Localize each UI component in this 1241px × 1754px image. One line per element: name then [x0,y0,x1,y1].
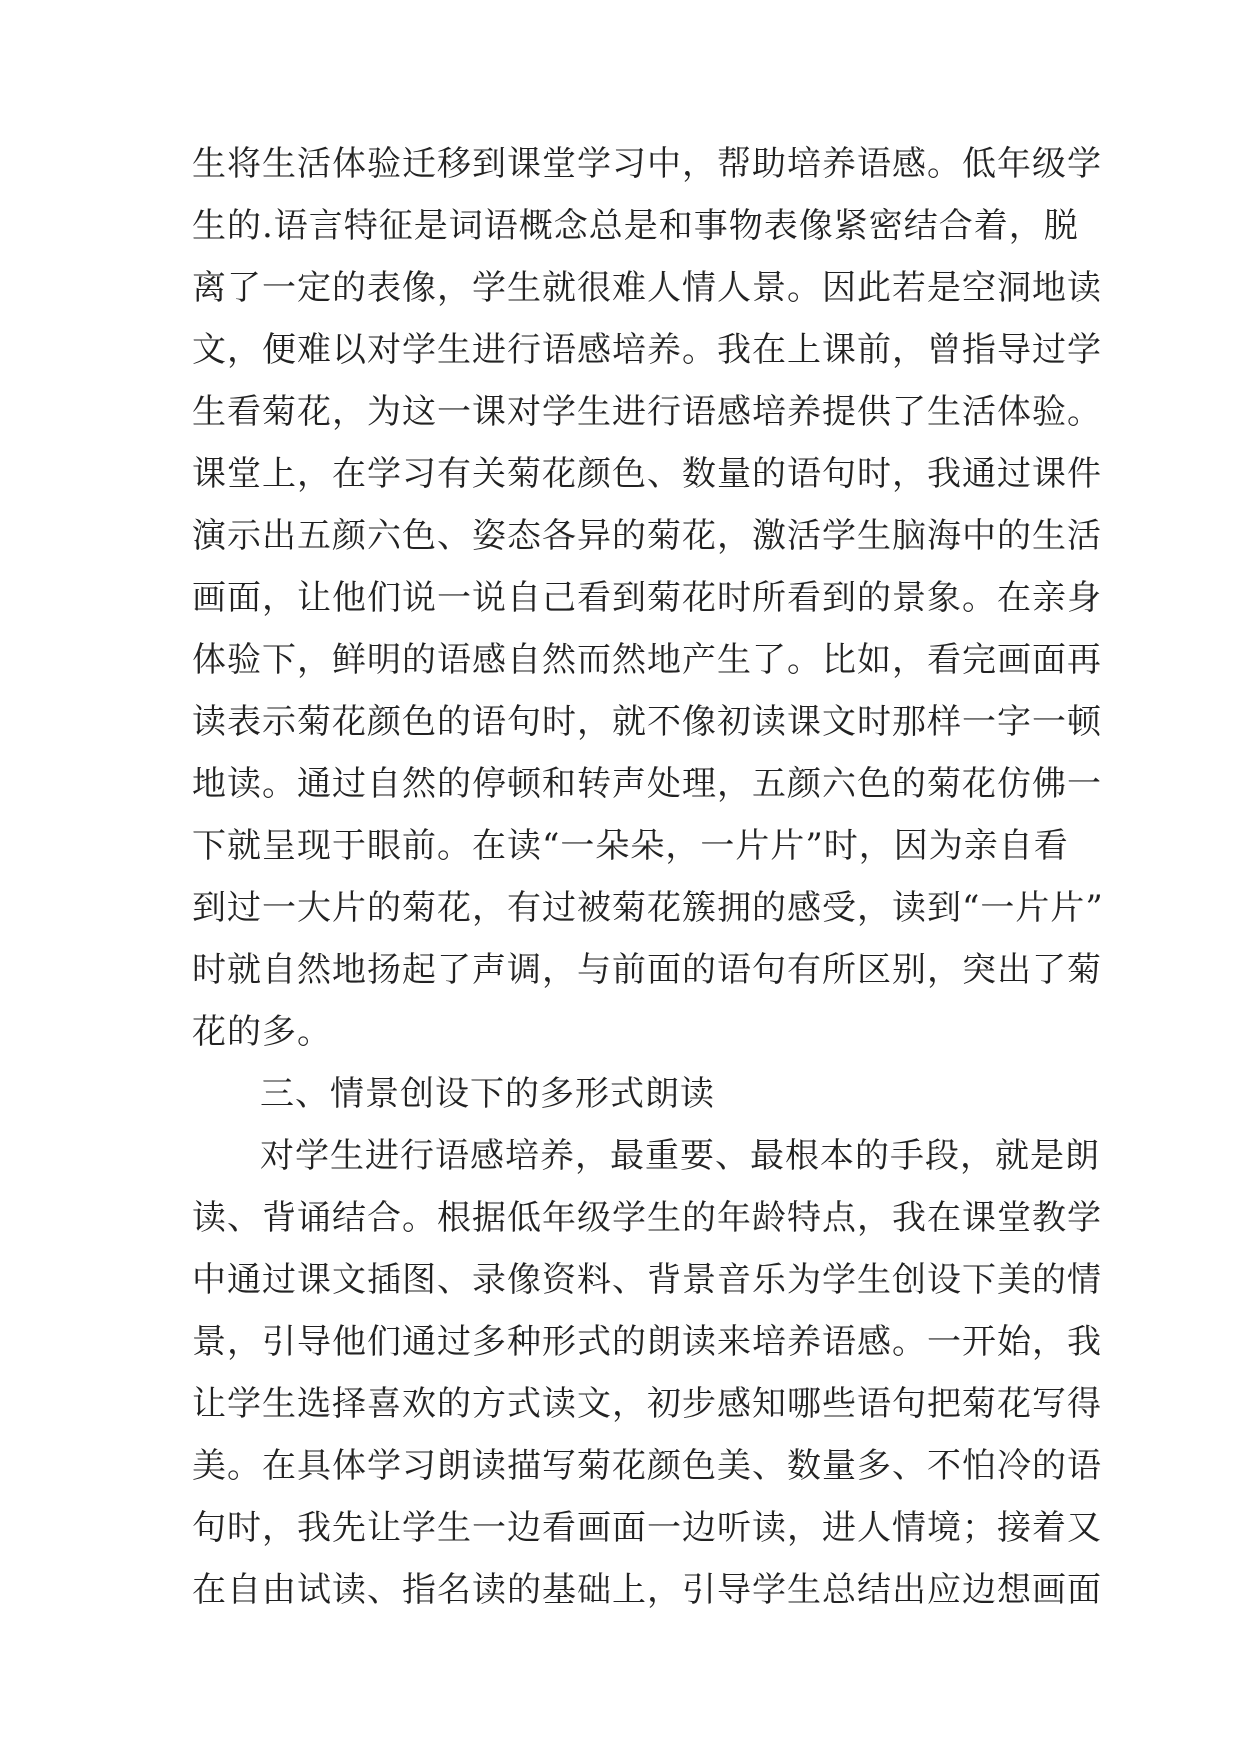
section-heading: 三、情景创设下的多形式朗读 [260,1074,715,1114]
document-body [192,133,1104,1621]
paragraph-2-line: 句时，我先让学生一边看画面一边听读，进人情境；接着又 [192,1508,1102,1548]
paragraph-1-line: 文，便难以对学生进行语感培养。我在上课前，曾指导过学 [192,330,1102,370]
paragraph-2-line: 中通过课文插图、录像资料、背景音乐为学生创设下美的情 [192,1260,1102,1300]
paragraph-1-line: 生的.语言特征是词语概念总是和事物表像紧密结合着，脱 [192,206,1079,246]
paragraph-1-line: 画面，让他们说一说自己看到菊花时所看到的景象。在亲身 [192,578,1102,618]
paragraph-2-line: 对学生进行语感培养，最重要、最根本的手段，就是朗 [260,1136,1100,1176]
paragraph-1-line: 到过一大片的菊花，有过被菊花簇拥的感受，读到“一片片” [192,888,1104,928]
paragraph-2-line: 让学生选择喜欢的方式读文，初步感知哪些语句把菊花写得 [192,1384,1102,1424]
paragraph-1-line: 离了一定的表像，学生就很难人情人景。因此若是空洞地读 [192,268,1102,308]
paragraph-1-line: 体验下，鲜明的语感自然而然地产生了。比如，看完画面再 [192,640,1102,680]
paragraph-2-line: 景，引导他们通过多种形式的朗读来培养语感。一开始，我 [192,1322,1102,1362]
paragraph-1-line: 花的多。 [192,1012,332,1052]
paragraph-1-line: 课堂上，在学习有关菊花颜色、数量的语句时，我通过课件 [192,454,1102,494]
paragraph-1-line: 读表示菊花颜色的语句时，就不像初读课文时那样一字一顿 [192,702,1102,742]
paragraph-1-line: 时就自然地扬起了声调，与前面的语句有所区别，突出了菊 [192,950,1102,990]
paragraph-1-line: 生看菊花，为这一课对学生进行语感培养提供了生活体验。 [192,392,1102,432]
paragraph-1-line: 演示出五颜六色、姿态各异的菊花，激活学生脑海中的生活 [192,516,1102,556]
paragraph-2-line: 美。在具体学习朗读描写菊花颜色美、数量多、不怕冷的语 [192,1446,1102,1486]
paragraph-1-line: 生将生活体验迁移到课堂学习中，帮助培养语感。低年级学 [192,144,1102,184]
paragraph-2-line: 在自由试读、指名读的基础上，引导学生总结出应边想画面 [192,1570,1102,1610]
paragraph-2-line: 读、背诵结合。根据低年级学生的年龄特点，我在课堂教学 [192,1198,1102,1238]
paragraph-1-line: 地读。通过自然的停顿和转声处理，五颜六色的菊花仿佛一 [192,764,1102,804]
paragraph-1-line: 下就呈现于眼前。在读“一朵朵，一片片”时，因为亲自看 [192,826,1069,866]
